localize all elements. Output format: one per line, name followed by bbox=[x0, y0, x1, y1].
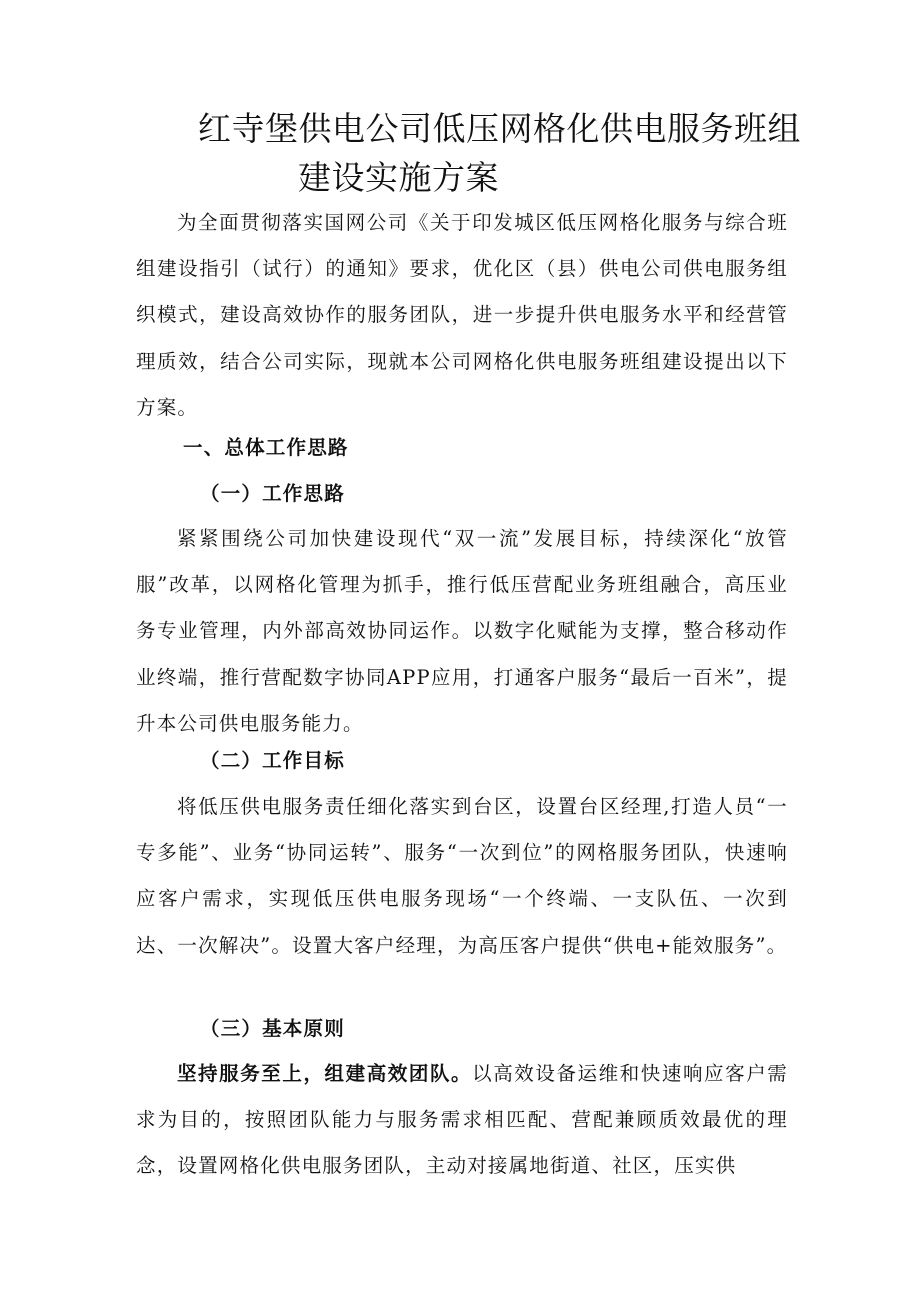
intro-paragraph: 为全面贯彻落实国网公司《关于印发城区低压网格化服务与综合班组建设指引（试行）的通知》要求，优化区（县）供电公司供电服务组织模式，建设高效协作的服务团队，进一步提升供电服务水平和经营管理质效，结合公司实际，现就本公司网格化供电服务班组建设提出以下方案。 bbox=[136, 211, 788, 419]
work-approach-paragraph: 紧紧围绕公司加快建设现代“双一流”发展目标，持续深化“放管服”改革，以网格化管理为抓手，推行低压营配业务班组融合，高压业务专业管理，内外部高效协同运作。以数字化赋能为支撑，整合移动作业终端，推行营配数字协同APP应用，打通客户服务“最后一百米”，提升本公司供电服务能力。 bbox=[136, 527, 788, 735]
principle-body-text: 以高效设备运维和快速响应客户需求为目的，按照团队能力与服务需求相匹配、营配兼顾质效最优的理念，设置网格化供电服务团队，主动对接属地街道、社区，压实供 bbox=[136, 1062, 788, 1178]
subsection-heading-work-goals: （二）工作目标 bbox=[200, 749, 345, 772]
subsection-heading-work-approach: （一）工作思路 bbox=[200, 482, 345, 505]
section-heading-overall-approach: 一、总体工作思路 bbox=[183, 436, 349, 459]
document-title-line-1: 红寺堡供电公司低压网格化供电服务班组 bbox=[198, 109, 801, 148]
work-goals-paragraph: 将低压供电服务责任细化落实到台区，设置台区经理,打造人员“一专多能”、业务“协同运转”、服务“一次到位”的网格服务团队，快速响应客户需求，实现低压供电服务现场“一个终端、一支队伍、一次到达、一次解决”。设置大客户经理，为高压客户提供“供电+能效服务”。 bbox=[136, 795, 788, 957]
document-title-line-2: 建设实施方案 bbox=[298, 158, 499, 197]
principle-lead-text: 坚持服务至上，组建高效团队。 bbox=[176, 1062, 473, 1085]
subsection-heading-basic-principles: （三）基本原则 bbox=[200, 1017, 345, 1040]
basic-principles-paragraph bbox=[136, 1051, 788, 1190]
